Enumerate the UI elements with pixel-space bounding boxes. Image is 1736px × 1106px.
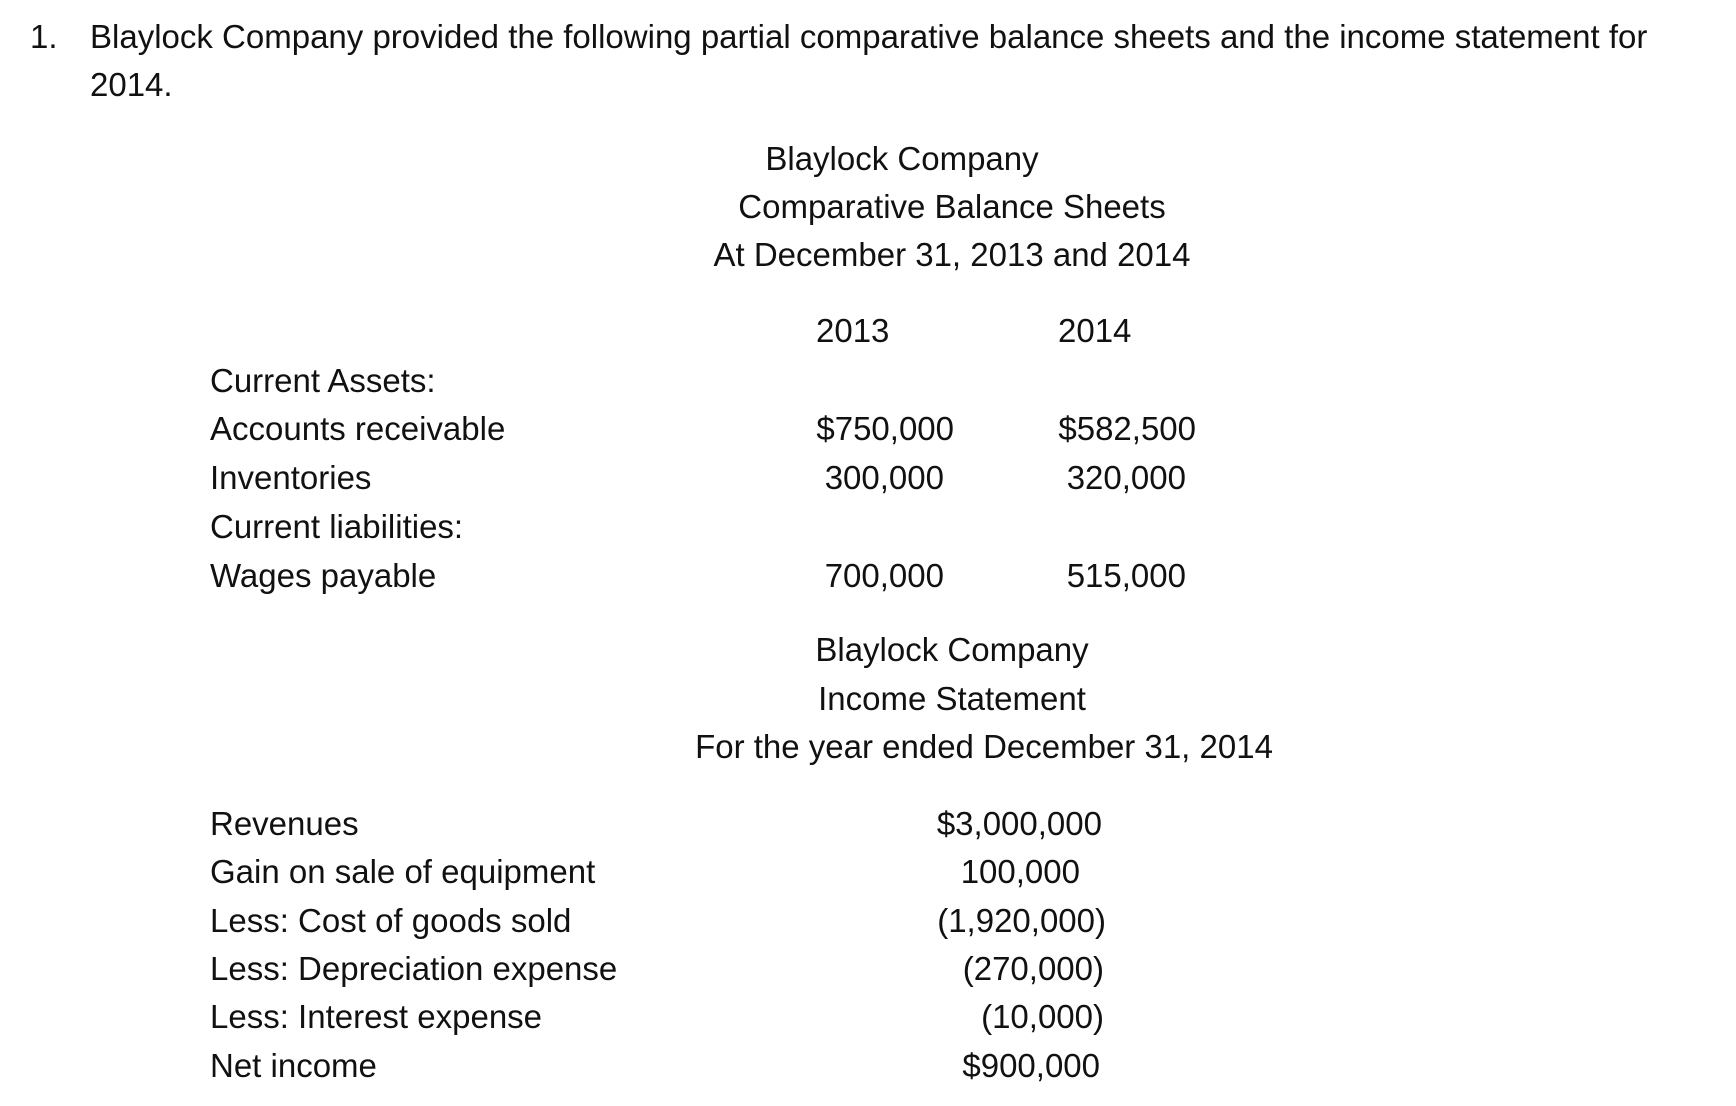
income-row-label: Less: Cost of goods sold [210, 902, 572, 939]
income-row-value: (1,920,000) [937, 902, 1106, 939]
income-statement-title: Income Statement [818, 680, 1086, 717]
wages-payable-2014: 515,000 [1066, 557, 1186, 594]
row-label-accounts-receivable: Accounts receivable [210, 410, 506, 447]
net-income-value: $900,000 [962, 1047, 1100, 1084]
income-row-label-net-income: Net income [210, 1047, 377, 1084]
balance-sheet-company: Blaylock Company [765, 140, 1039, 177]
income-row-value: 100,000 [960, 853, 1080, 890]
row-label-wages-payable: Wages payable [210, 557, 437, 594]
balance-sheet-title: Comparative Balance Sheets [738, 188, 1166, 225]
balance-sheet-period: At December 31, 2013 and 2014 [713, 236, 1191, 273]
income-statement-period: For the year ended December 31, 2014 [695, 728, 1273, 765]
question-text-line1: Blaylock Company provided the following partial comparative balance sheets and the income statement for [90, 18, 1648, 55]
income-row-value: $3,000,000 [936, 805, 1102, 842]
income-row-value: (10,000) [981, 998, 1104, 1035]
income-statement-company: Blaylock Company [815, 631, 1089, 668]
section-heading-current-assets: Current Assets: [210, 362, 436, 399]
row-label-inventories: Inventories [210, 459, 372, 496]
wages-payable-2013: 700,000 [824, 557, 944, 594]
question-number: 1. [30, 18, 58, 55]
question-text-line2: 2014. [90, 66, 173, 103]
section-heading-current-liabilities: Current liabilities: [210, 508, 464, 545]
income-row-label: Less: Depreciation expense [210, 950, 618, 987]
accounts-receivable-2014: $582,500 [1058, 410, 1196, 447]
inventories-2013: 300,000 [824, 459, 944, 496]
column-header-2014: 2014 [1058, 312, 1132, 349]
income-row-label: Less: Interest expense [210, 998, 543, 1035]
income-row-label: Revenues [210, 805, 359, 842]
accounts-receivable-2013: $750,000 [816, 410, 954, 447]
income-row-value: (270,000) [962, 950, 1104, 987]
income-row-label: Gain on sale of equipment [210, 853, 596, 890]
inventories-2014: 320,000 [1066, 459, 1186, 496]
column-header-2013: 2013 [816, 312, 890, 349]
